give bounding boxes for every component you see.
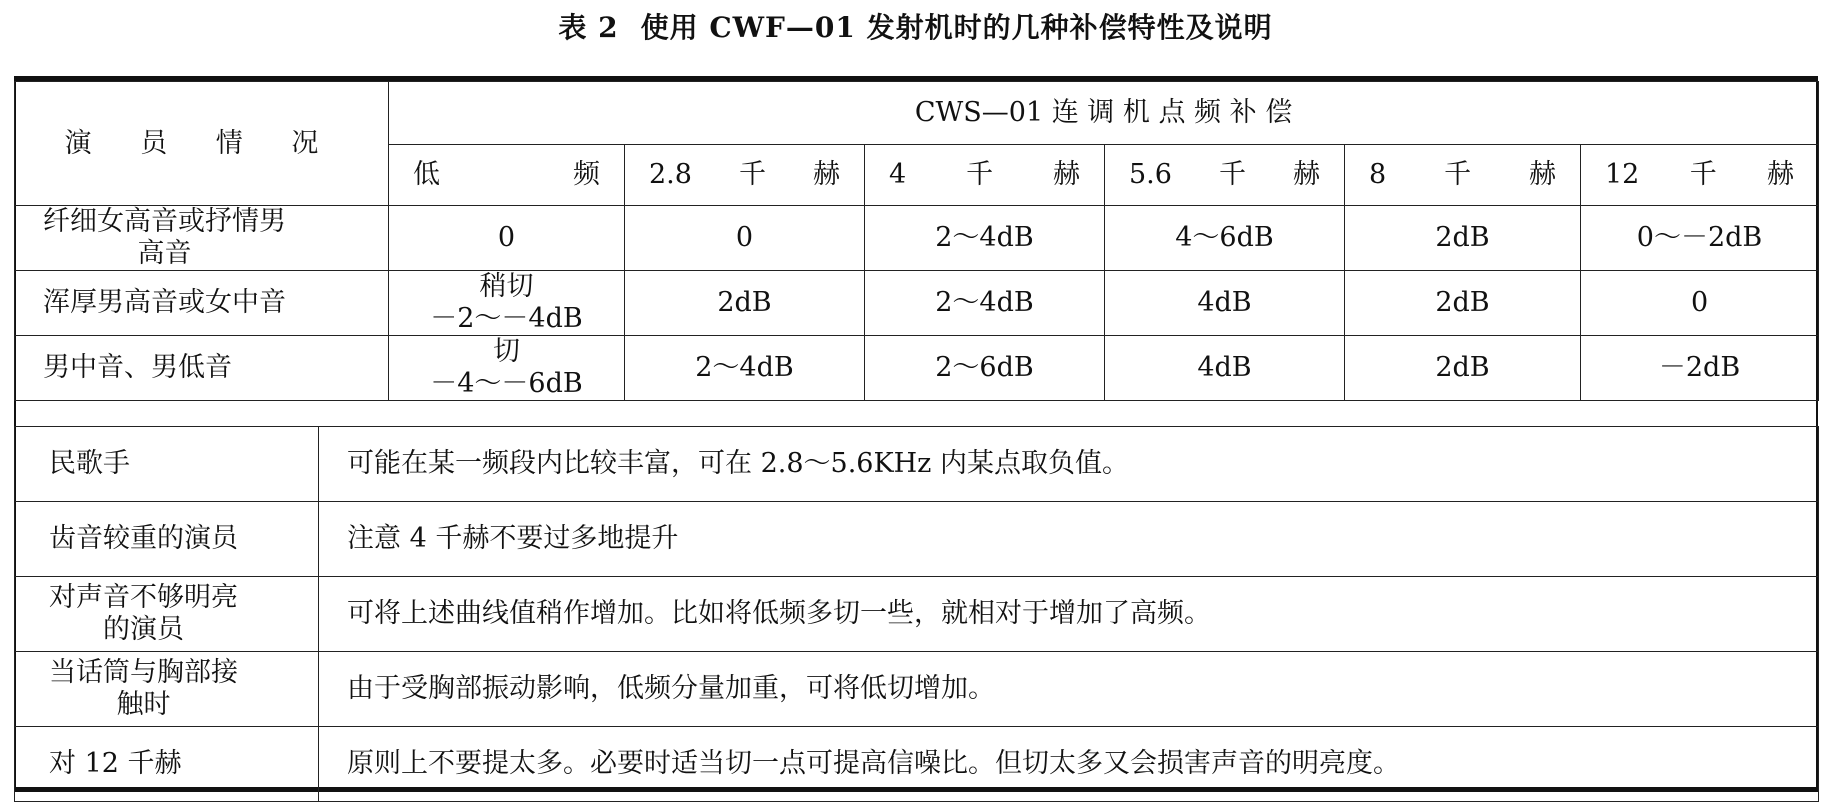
note-subject: 当话筒与胸部接 触时 [15, 652, 319, 727]
freq-12k-cell: －2dB [1581, 336, 1819, 401]
freq-header-2-8k: 2.8 千 赫 [625, 145, 865, 206]
freq-5-6k-cell: 4dB [1105, 336, 1345, 401]
low-freq-cell: 0 [389, 206, 625, 271]
note-text: 可将上述曲线值稍作增加。比如将低频多切一些，就相对于增加了高频。 [319, 577, 1819, 652]
compensation-table [14, 81, 1819, 401]
freq-4k-cell: 2～6dB [865, 336, 1105, 401]
note-row [15, 727, 1819, 802]
freq-4k-cell: 2～4dB [865, 206, 1105, 271]
performer-cell: 男中音、男低音 [15, 336, 389, 401]
table-row [15, 206, 1819, 271]
performer-cell: 纤细女高音或抒情男 高音 [15, 206, 389, 271]
note-text: 可能在某一频段内比较丰富，可在 2.8～5.6KHz 内某点取负值。 [319, 427, 1819, 502]
freq-12k-cell: 0 [1581, 271, 1819, 336]
performer-cell: 浑厚男高音或女中音 [15, 271, 389, 336]
low-freq-cell: 稍切 －2～－4dB [389, 271, 625, 336]
freq-header-4k: 4 千 赫 [865, 145, 1105, 206]
table-title [0, 6, 1831, 46]
freq-header-12k: 12 千 赫 [1581, 145, 1819, 206]
freq-5-6k-cell: 4～6dB [1105, 206, 1345, 271]
note-row [15, 577, 1819, 652]
note-row [15, 502, 1819, 577]
header-row-1 [15, 82, 1819, 145]
freq-8k-cell: 2dB [1345, 271, 1581, 336]
freq-8k-cell: 2dB [1345, 336, 1581, 401]
note-subject: 对 12 千赫 [15, 727, 319, 802]
freq-12k-cell: 0～－2dB [1581, 206, 1819, 271]
low-freq-cell: 切 －4～－6dB [389, 336, 625, 401]
note-row [15, 652, 1819, 727]
note-row [15, 427, 1819, 502]
table-row [15, 271, 1819, 336]
note-subject: 民歌手 [15, 427, 319, 502]
note-text: 注意 4 千赫不要过多地提升 [319, 502, 1819, 577]
table-number: 表 2 [558, 11, 619, 44]
note-text: 由于受胸部振动影响，低频分量加重，可将低切增加。 [319, 652, 1819, 727]
freq-header-low: 低 频 [389, 145, 625, 206]
table-caption: 使用 CWF—01 发射机时的几种补偿特性及说明 [640, 11, 1273, 44]
freq-8k-cell: 2dB [1345, 206, 1581, 271]
freq-2-8k-cell: 2dB [625, 271, 865, 336]
freq-2-8k-cell: 0 [625, 206, 865, 271]
note-subject: 对声音不够明亮 的演员 [15, 577, 319, 652]
compensation-group-header: CWS—01 连 调 机 点 频 补 偿 [389, 82, 1819, 145]
note-subject: 齿音较重的演员 [15, 502, 319, 577]
note-text: 原则上不要提太多。必要时适当切一点可提高信噪比。但切太多又会损害声音的明亮度。 [319, 727, 1819, 802]
freq-4k-cell: 2～4dB [865, 271, 1105, 336]
table-row [15, 336, 1819, 401]
freq-2-8k-cell: 2～4dB [625, 336, 865, 401]
freq-header-8k: 8 千 赫 [1345, 145, 1581, 206]
notes-table [14, 426, 1819, 802]
performer-header: 演 员 情 况 [15, 82, 389, 206]
freq-5-6k-cell: 4dB [1105, 271, 1345, 336]
freq-header-5-6k: 5.6 千 赫 [1105, 145, 1345, 206]
